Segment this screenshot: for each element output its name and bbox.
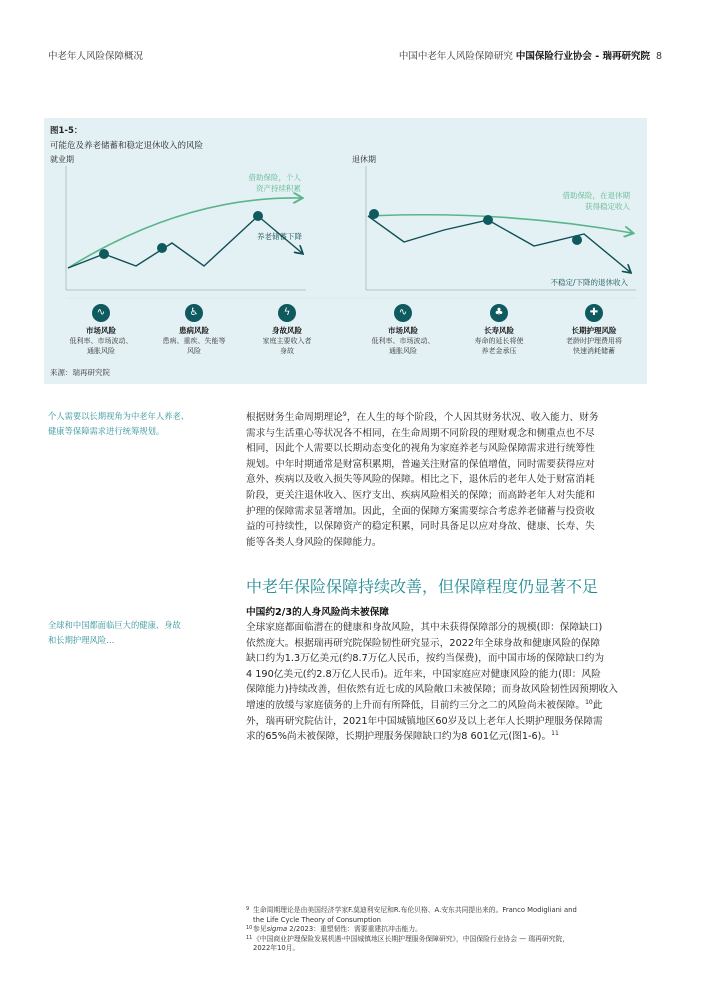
sidenote-1: [48, 409, 213, 439]
sidenote-line: 个人需要以长期视角为中老年人养老、: [48, 411, 190, 421]
risk-title: 患病风险: [179, 326, 209, 335]
sidenote-line: 和长期护理风险…: [48, 635, 115, 645]
risk-desc: 患病、重疾、失能等: [162, 337, 226, 345]
sidenote-line: 健康等保障需求进行统筹规划。: [48, 426, 165, 436]
paragraph-line: 能等各类人身风险的保障能力。: [246, 536, 382, 548]
paragraph-line: 阶段，更关注退休收入、医疗支出、疾病风险相关的保障；而高龄老年人对失能和: [246, 489, 595, 501]
risk-longevity: [454, 304, 544, 356]
footnote-ref-9: 9: [342, 410, 347, 418]
paragraph-line: 求的65%尚未被保障，长期护理服务保障缺口约为8 601亿元(图1-6)。$^{11}$: [246, 729, 559, 743]
paragraph-line: 规划。中年时期通常是财富积累期，普遍关注财富的保值增值，同时需要获得应对: [246, 458, 595, 470]
body-paragraph-1: [246, 410, 644, 550]
wheelchair-icon: ♿: [185, 304, 203, 322]
footnote-9: 9 生命周期理论是由美国经济学家F.莫迪利安尼和R.布伦贝格、A.安东共同提出来的。Franco Modigliani and the Life Cycle Theory of Consumption: [246, 906, 577, 924]
lightning-icon: ϟ: [278, 304, 296, 322]
risk-title: 身故风险: [272, 326, 302, 335]
right-curve-label-2: 获得稳定收入: [585, 202, 630, 211]
paragraph-line: 增速的放缓与家庭债务的上升而有所降低，目前约三分之二的风险尚未被保障。$^{10}$此: [246, 698, 603, 711]
paragraph-line: 依然庞大。根据瑞再研究院保险韧性研究显示，2022年全球身故和健康风险的保障: [246, 637, 601, 649]
paragraph-line: 需求与生活重心等状况各不相同，在生命周期不同阶段的理财观念和侧重点也不尽: [246, 427, 595, 439]
running-header-right: [399, 48, 662, 62]
right-income-line: [368, 216, 630, 272]
paragraph-line: 相同，因此个人需要以长期动态变化的视角为家庭养老与风险保障需求进行统筹性: [246, 443, 595, 455]
risk-title: 长寿风险: [484, 326, 514, 335]
body-paragraph-2: [246, 620, 644, 745]
risk-desc: 寿命的延长将使: [474, 337, 524, 345]
left-market-risk-marker: [99, 249, 109, 259]
left-savings-line: [68, 216, 302, 268]
risk-desc: 通胀风险: [87, 347, 115, 355]
figure-title: 可能危及养老储蓄和稳定退休收入的风险: [50, 141, 204, 151]
panel-label-employment: 就业期: [50, 155, 74, 164]
right-longevity-risk-marker: [483, 215, 493, 225]
risk-desc: 老龄时护理费用将: [566, 337, 622, 345]
risk-desc: 快速消耗储蓄: [573, 347, 615, 355]
right-curve-label-1: 借助保险，在退休期: [562, 191, 630, 200]
right-market-risk-marker: [369, 209, 379, 219]
risk-desc: 风险: [187, 347, 201, 355]
risk-desc: 通胀风险: [389, 347, 417, 355]
footnote-ref-10: 10: [585, 698, 593, 706]
paragraph-line: 缺口约为1.3万亿美元(约8.7万亿人民币，按约当保费)，而中国市场的保障缺口约为: [246, 653, 605, 665]
page-number: 8: [655, 51, 662, 62]
paragraph-line: 外，瑞再研究院估计，2021年中国城镇地区60岁及以上老年人长期护理服务保障需: [246, 715, 603, 727]
pulse-icon: ∿: [394, 304, 412, 322]
paragraph-line: 4 190亿美元(约2.8万亿人民币)。近年来，中国家庭应对健康风险的能力(即：风险: [246, 668, 601, 680]
left-curve-label-1: 借助保险，个人: [248, 173, 301, 182]
subheading: 中国约2/3的人身风险尚未被保障: [246, 607, 389, 618]
sidenote-2: [48, 618, 213, 648]
risk-illness: [149, 304, 239, 356]
paragraph-line: 护理的保障需求显著增加。因此，全面的保障方案需要综合考虑养老储蓄与投资收: [246, 505, 595, 517]
risk-desc: 家庭主要收入者: [262, 337, 312, 345]
risk-death: [242, 304, 332, 356]
panel-label-retirement: 退休期: [352, 155, 376, 164]
footnotes: [246, 906, 646, 954]
risk-desc: 低利率、市场波动、: [371, 337, 435, 345]
risk-desc: 低利率、市场波动、: [69, 337, 133, 345]
risk-long-term-care: [549, 304, 639, 356]
paragraph-line: 益的可持续性，以保障资产的稳定积累，同时具备足以应对身故、健康、长寿、失: [246, 521, 595, 533]
left-line-label: 养老储蓄下降: [257, 232, 302, 241]
footnote-10: 10 参见sigma 2/2023：重塑韧性：需要重建抗冲击能力。: [246, 925, 422, 933]
risk-title: 市场风险: [388, 326, 418, 335]
header-publisher: 中国保险行业协会 - 瑞再研究院: [515, 51, 650, 62]
header-report-title: 中国中老年人风险保障研究: [398, 51, 516, 62]
figure-number: 图1-5：: [50, 126, 83, 136]
footnote-ref-11: 11: [551, 729, 559, 737]
risk-desc: 养老金承压: [481, 347, 517, 355]
footnote-11: 11 《中国商业护理保险发展机遇-中国城镇地区长期护理服务保障研究》，中国保险行业协会 — 瑞再研究院， 2022年10月。: [246, 934, 570, 952]
risk-desc: 身故: [280, 347, 294, 355]
paragraph-line: 保障能力)持续改善，但依然有近七成的风险敞口未被保障；而身故风险韧性因预期收入: [246, 684, 618, 696]
risk-market-left: [56, 304, 146, 356]
figure-1-5: [44, 118, 647, 384]
sidenote-line: 全球和中国都面临巨大的健康、身故: [48, 620, 181, 630]
pulse-icon: ∿: [92, 304, 110, 322]
left-curve-label-2: 资产持续积累: [256, 184, 301, 193]
running-header-left: 中老年人风险保障概况: [48, 51, 144, 62]
right-insurance-curve: [368, 215, 632, 233]
left-death-risk-marker: [253, 211, 263, 221]
paragraph-line: 全球家庭都面临潜在的健康和身故风险，其中未获得保障部分的规模(即：保障缺口): [246, 622, 603, 633]
paragraph-line: 根据财务生命周期理论$^9$，在人生的每个阶段，个人因其财务状况、收入能力、财务: [246, 410, 599, 423]
figure-source: 来源：瑞再研究院: [50, 368, 110, 377]
tree-icon: ♣: [490, 304, 508, 322]
right-ltc-risk-marker: [572, 235, 582, 245]
risk-title: 市场风险: [86, 326, 116, 335]
risk-market-right: [358, 304, 448, 356]
right-line-label: 不稳定/下降的退休收入: [550, 278, 628, 287]
medical-kit-icon: ✚: [585, 304, 603, 322]
section-heading: 中老年保险保障持续改善，但保障程度仍显著不足: [246, 577, 599, 596]
risk-title: 长期护理风险: [571, 326, 617, 335]
paragraph-line: 意外、疾病以及收入损失等风险的保障。相比之下，退休后的老年人处于财富消耗: [246, 474, 595, 486]
left-illness-risk-marker: [157, 243, 167, 253]
